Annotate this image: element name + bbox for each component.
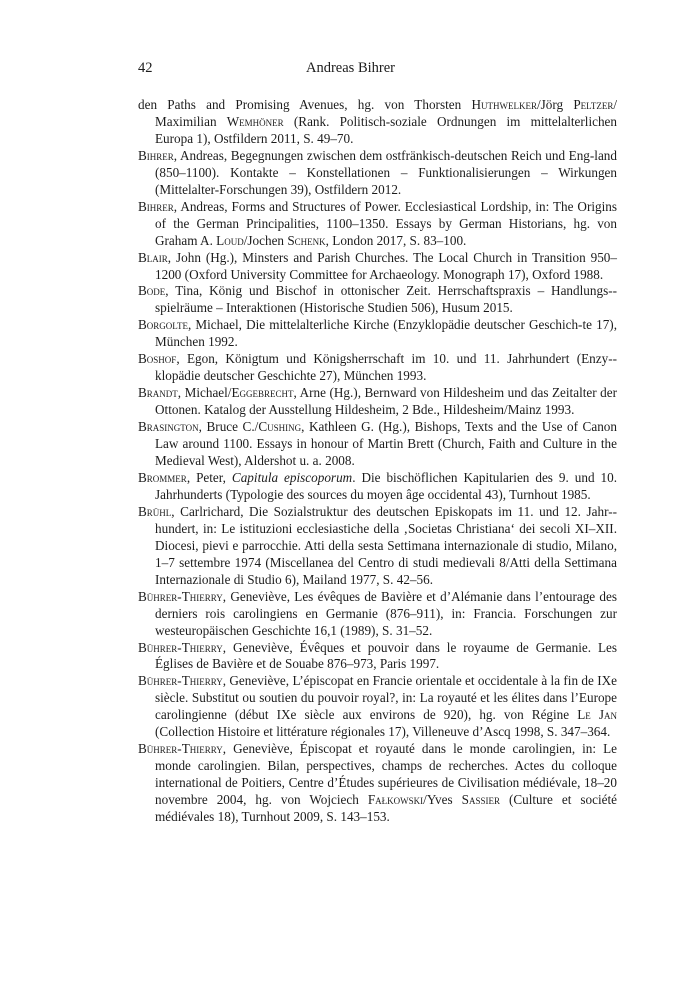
entry-text: den Paths and Promising Avenues, hg. von Thorsten bbox=[138, 97, 472, 112]
entry-text: , Egon, Königtum und Königsherrschaft im 10. und 11. Jahrhundert (Enzy-klopädie deutscher Geschichte 27), München 1993. bbox=[155, 351, 617, 384]
author-name: Bührer-Thierry bbox=[138, 673, 223, 689]
author-name: Bihrer bbox=[138, 147, 174, 163]
author-name: Huthwelker bbox=[471, 97, 537, 112]
entry-text: , Geneviève, Évêques et pouvoir dans le royaume de Germanie. Les Églises de Bavière et de Souabe 876–973, Paris 1997. bbox=[155, 639, 617, 672]
entry-text: , Geneviève, Les évêques de Bavière et d’Alémanie dans l’entourage des derniers rois carolingiens en Germanie (876–911), in: Francia. Forschungen zur westeuropäischen Geschichte 16,1 (1989), S. 31–52. bbox=[155, 588, 617, 638]
bibliography-entry bbox=[138, 419, 617, 470]
author-name: Cushing bbox=[258, 419, 302, 435]
entry-text: , Bruce C./ bbox=[198, 419, 259, 435]
bibliography-entry bbox=[138, 351, 617, 385]
author-name: Brommer bbox=[138, 469, 187, 485]
entry-text: , John (Hg.), Minsters and Parish Churches. The Local Church in Transition 950–1200 (Oxford University Committee for Archaeology. Monograph 17), Oxford 1988. bbox=[155, 249, 617, 282]
bibliography-entry bbox=[138, 640, 617, 674]
entry-text: , Tina, König und Bischof in ottonischer Zeit. Herrschaftspraxis – Handlungs-spielräume – Interaktionen (Historische Studien 506), Husum 2015. bbox=[155, 283, 617, 316]
page-number: 42 bbox=[138, 60, 153, 76]
author-name: Loud bbox=[216, 232, 244, 248]
italic-title: Capitula episcoporum bbox=[231, 469, 353, 485]
entry-text: , Geneviève, L’épiscopat en Francie orientale et occidentale à la fin de IXe siècle. Substitut ou soutien du pouvoir royal?, in: La royauté et les élites dans l’Europe carolingienne (début IXe siècle aux environs de 920), hg. von Régine bbox=[155, 673, 617, 723]
entry-text: (Rank. Politisch-soziale Ordnungen im mittelalterlichen Europa 1), Ostfildern 2011, S. 49–70. bbox=[155, 113, 617, 146]
entry-text: , Michael/ bbox=[177, 385, 232, 401]
author-name: Brandt bbox=[138, 385, 178, 401]
entry-text: (Culture et société médiévales 18), Turnhout 2009, S. 143–153. bbox=[155, 792, 617, 825]
bibliography-list bbox=[138, 97, 617, 826]
entry-text: /Jörg bbox=[536, 97, 574, 112]
entry-text: , Peter, bbox=[186, 469, 232, 485]
entry-text: , Kathleen G. (Hg.), Bishops, Texts and the Use of Canon Law around 1100. Essays in honour of Martin Brett (Church, Faith and Culture in the Medieval West), Aldershot u. a. 2008. bbox=[155, 419, 617, 469]
bibliography-entry bbox=[138, 673, 617, 741]
author-name: Boshof bbox=[138, 351, 177, 367]
author-name: Sassier bbox=[461, 792, 500, 808]
author-name: Peltzer bbox=[573, 97, 614, 112]
entry-text: , London 2017, S. 83–100. bbox=[325, 232, 467, 248]
author-name: Wemhöner bbox=[226, 113, 284, 129]
bibliography-entry bbox=[138, 589, 617, 640]
entry-text: /Jochen bbox=[243, 232, 288, 248]
author-name: Brasington bbox=[138, 419, 199, 435]
author-name: Bührer-Thierry bbox=[138, 639, 223, 655]
bibliography-entry bbox=[138, 148, 617, 199]
author-name: Bode bbox=[138, 283, 166, 299]
entry-text: , Carlrichard, Die Sozialstruktur des deutschen Episkopats im 11. und 12. Jahr-hundert, in: Le istituzioni ecclesiastiche della ‚Societas Christiana‘ dei secoli XI–XII. Diocesi, pievi e parrocchie. Atti della sesta Settimana internazionale di studio, Milano, 1–7 settembre 1974 (Miscellanea del Centro di studi medievali 8/Atti della Settimana Internazionale di Studio 6), Mailand 1977, S. 42–56. bbox=[155, 503, 617, 587]
bibliography-entry bbox=[138, 470, 617, 504]
author-name: Bührer-Thierry bbox=[138, 588, 223, 604]
bibliography-entry bbox=[138, 97, 617, 148]
entry-text: . Die bischöflichen Kapitularien des 9. und 10. Jahrhunderts (Typologie des sources du moyen âge occidental 43), Turnhout 1985. bbox=[155, 469, 617, 502]
page-header bbox=[138, 60, 563, 82]
entry-text: , Geneviève, Épiscopat et royauté dans le monde carolingien, in: Le monde carolingien. Bilan, perspectives, champs de recherches. Actes du colloque international de Poitiers, Centre d’Études supérieures de Civilisation médiévale, 18–20 novembre 2004, hg. von Wojciech bbox=[155, 741, 617, 808]
author-name: Schenk bbox=[287, 232, 326, 248]
author-name: Fałkowski bbox=[367, 792, 424, 808]
entry-text: , Andreas, Begegnungen zwischen dem ostfränkisch-deutschen Reich und Eng-land (850–1100). Kontakte – Konstellationen – Funktionalisierungen – Wirkungen (Mittelalter-Forschungen 39), Ostfildern 2012. bbox=[155, 147, 617, 197]
author-name: Bührer-Thierry bbox=[138, 741, 223, 757]
bibliography-entry bbox=[138, 283, 617, 317]
entry-text: , Michael, Die mittelalterliche Kirche (Enzyklopädie deutscher Geschich-te 17), München 1992. bbox=[155, 317, 617, 350]
bibliography-entry bbox=[138, 250, 617, 284]
bibliography-entry bbox=[138, 504, 617, 589]
author-name: Blair bbox=[138, 249, 168, 265]
entry-text: (Collection Histoire et littérature régionales 17), Villeneuve d’Ascq 1998, S. 347–364. bbox=[155, 724, 611, 740]
entry-text: / Maximilian bbox=[155, 97, 617, 129]
running-title: Andreas Bihrer bbox=[306, 60, 395, 76]
author-name: Bihrer bbox=[138, 198, 174, 214]
author-name: Borgolte bbox=[138, 317, 188, 333]
author-name: Le Jan bbox=[577, 707, 617, 723]
bibliography-entry bbox=[138, 385, 617, 419]
entry-text: /Yves bbox=[423, 792, 462, 808]
bibliography-entry bbox=[138, 317, 617, 351]
bibliography-entry bbox=[138, 741, 617, 826]
author-name: Brühl bbox=[138, 503, 172, 519]
entry-text: , Andreas, Forms and Structures of Power. Ecclesiastical Lordship, in: The Origins of the German Principalities, 1100–1350. Essays by German Historians, hg. von Graham A. bbox=[155, 198, 617, 248]
author-name: Eggebrecht bbox=[231, 385, 294, 401]
bibliography-entry bbox=[138, 199, 617, 250]
entry-text: , Arne (Hg.), Bernward von Hildesheim und das Zeitalter der Ottonen. Katalog der Ausstellung Hildesheim, 2 Bde., Hildesheim/Mainz 1993. bbox=[155, 385, 617, 418]
